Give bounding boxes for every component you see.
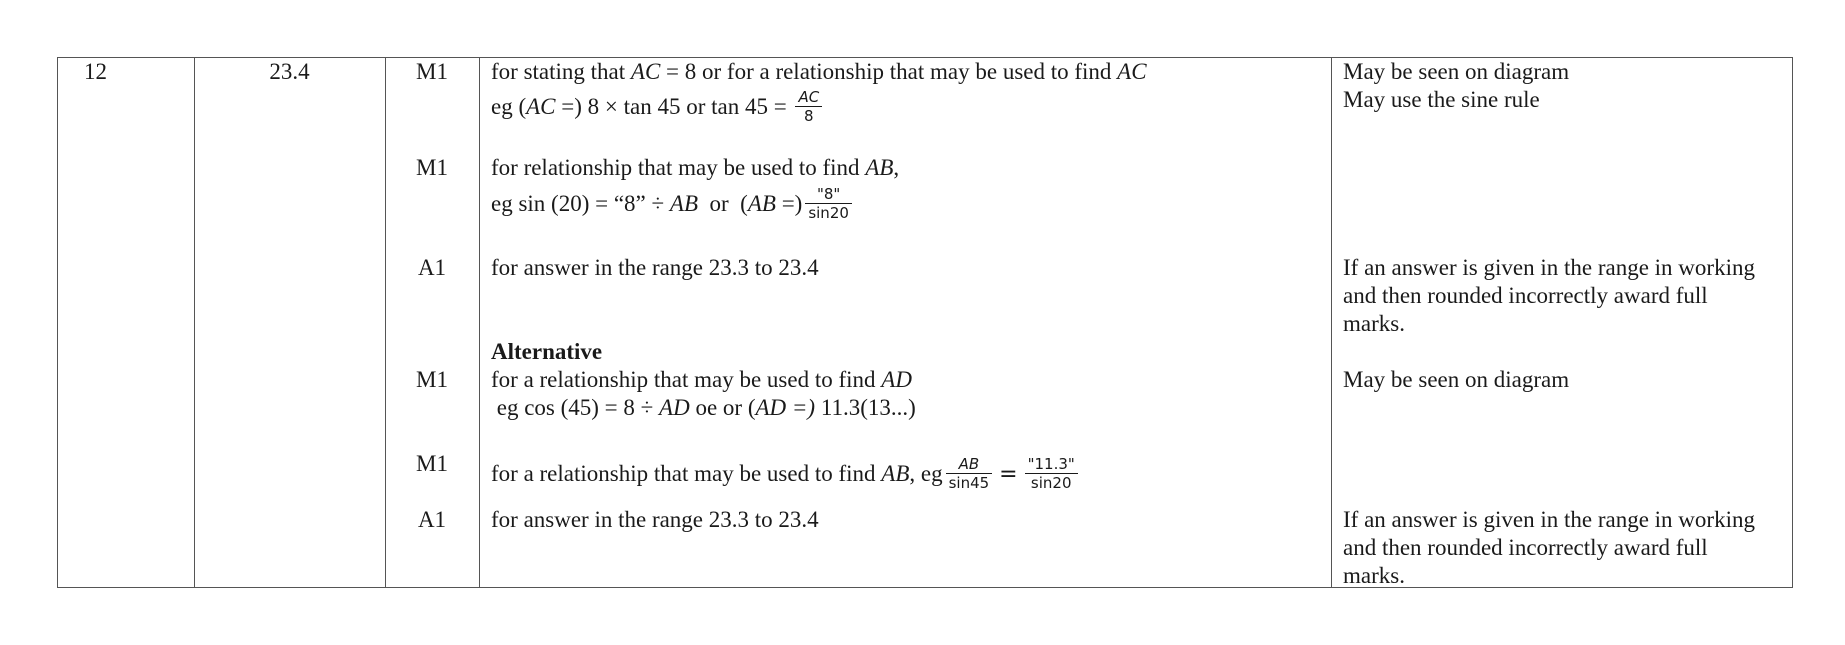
- note-line: for a relationship that may be used to find AD: [491, 367, 912, 392]
- guidance-line: marks.: [1343, 311, 1405, 336]
- fraction: $\frac{"11.3"}{\sin 20}$: [1025, 455, 1078, 492]
- fraction: $\frac{AB}{\sin 45}$: [946, 455, 993, 492]
- note-line: eg (AC =) 8 × tan 45 or tan 45 = $\frac{AC}{8}$: [491, 90, 825, 127]
- column-divider: [194, 58, 195, 587]
- guidance-line: If an answer is given in the range in working: [1343, 255, 1755, 280]
- mark-scheme-table: [57, 57, 1793, 588]
- guidance-line: and then rounded incorrectly award full: [1343, 535, 1708, 560]
- guidance-line: May use the sine rule: [1343, 87, 1540, 112]
- mark-m1: M1: [416, 155, 448, 180]
- alternative-heading: Alternative: [491, 339, 603, 364]
- note-line: for answer in the range 23.3 to 23.4: [491, 255, 819, 280]
- guidance-line: May be seen on diagram: [1343, 59, 1570, 84]
- column-divider: [479, 58, 480, 587]
- note-line: eg sin (20) = “8” ÷ AB or (AB =) $\frac{"8"}{\sin 20}$: [491, 187, 855, 224]
- guidance-line: May be seen on diagram: [1343, 367, 1570, 392]
- fraction: $\frac{AC}{8}$: [795, 88, 822, 125]
- question-number: 12: [84, 59, 107, 84]
- note-line: eg cos (45) = 8 ÷ AD oe or (AD =) 11.3(13...): [491, 395, 916, 420]
- note-line: for stating that AC = 8 or for a relationship that may be used to find AC: [491, 59, 1147, 84]
- mark-a1: A1: [417, 507, 447, 532]
- mark-m1: M1: [416, 451, 448, 476]
- mark-m1: M1: [416, 59, 448, 84]
- answer-value: 23.4: [269, 59, 310, 84]
- column-divider: [1331, 58, 1332, 587]
- note-line: for relationship that may be used to find AB,: [491, 155, 900, 180]
- mark-a1: A1: [417, 255, 447, 280]
- mark-m1: M1: [416, 367, 448, 392]
- guidance-line: marks.: [1343, 563, 1405, 588]
- note-line: for answer in the range 23.3 to 23.4: [491, 507, 819, 532]
- fraction: $\frac{"8"}{\sin 20}$: [805, 185, 852, 222]
- note-line: for a relationship that may be used to find AB, eg $\frac{AB}{\sin 45}$ = $\frac{"11.3"}{\sin 20}$: [491, 457, 1081, 494]
- guidance-line: If an answer is given in the range in working: [1343, 507, 1755, 532]
- guidance-line: and then rounded incorrectly award full: [1343, 283, 1708, 308]
